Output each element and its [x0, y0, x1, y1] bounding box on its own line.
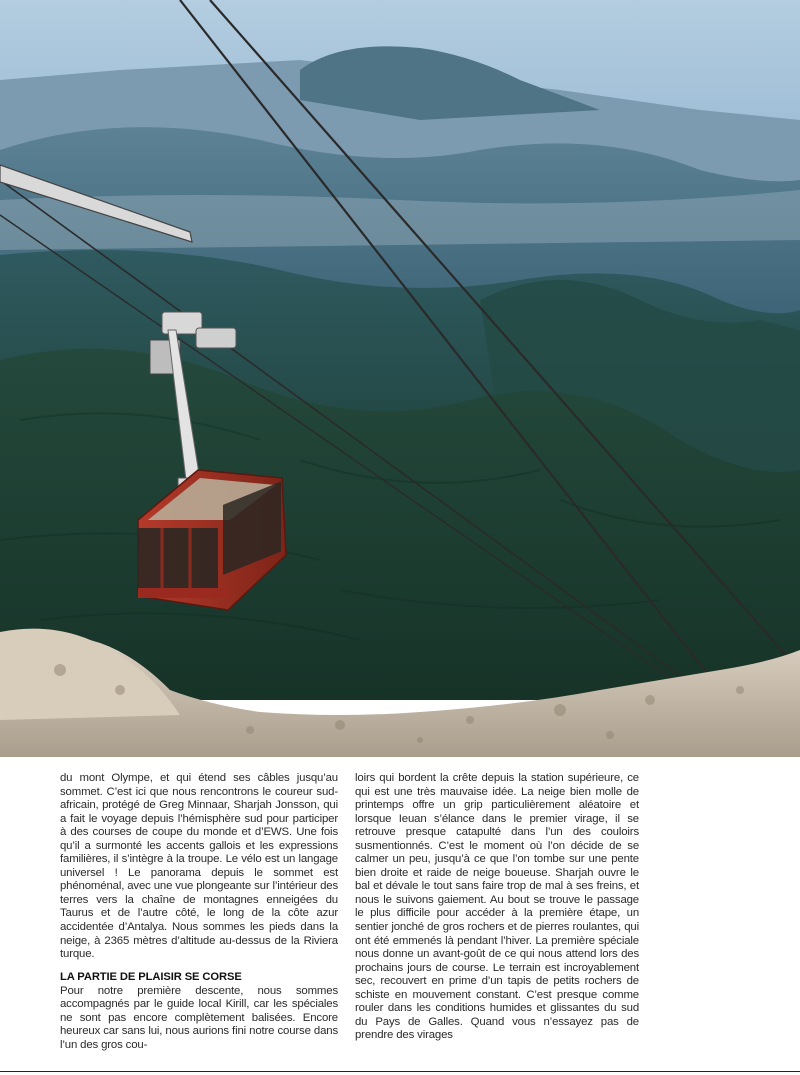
page-bottom-rule [0, 1071, 800, 1072]
article-body [60, 772, 740, 1062]
left-column [60, 772, 338, 1052]
section-heading: LA PARTIE DE PLAISIR SE CORSE [60, 970, 242, 983]
left-paragraph-1: du mont Olympe, et qui étend ses câbles jusqu’au sommet. C’est ici que nous rencontrons le coureur sud-africain, protégé de Greg Minnaar, Sharjah Jonsson, qui a fait le voyage depuis l’hémisphère sud pour participer à des courses de coupe du monde et d’EWS. Une fois qu’il a surmonté les accents gallois et les expressions familières, il s’intègre à la troupe. Le vélo est un langage universel ! Le panorama depuis le sommet est phénoménal, avec une vue plongeante sur l’intérieur des terres vers la chaîne de montagnes enneigées du Taurus et de l’autre côté, le long de la côte azur accidentée d’Antalya. Nous sommes les pieds dans la neige, à 2365 mètres d’altitude au-dessus de la Riviera turque. [60, 772, 338, 961]
right-column [355, 772, 639, 1043]
left-paragraph-2: Pour notre première descente, nous sommes accompagnés par le guide local Kirill, car les spéciales ne sont pas encore complètement balisées. Encore heureux car sans lui, nous aurions fini notre course dans l’un des gros cou- [60, 984, 338, 1051]
right-paragraph-1: loirs qui bordent la crête depuis la station supérieure, ce qui est une très mauvaise idée. La neige bien molle de printemps offre un grip particulièrement aléatoire et lorsque Ieuan s’élance dans le premier virage, il se retrouve presque catapulté dans l’un des couloirs susmentionnés. C’est le moment où l’on décide de se calmer un peu, jusqu’à ce que l’on tombe sur une pente bien droite et raide de neige boueuse. Sharjah ouvre le bal et dévale le tout sans faire trop de mal à ses freins, et nous le suivons gaiement. Au bout se trouve le passage le plus difficile pour accéder à la première étape, un sentier jonché de gros rochers et de pierres roulantes, qui ont été emmenés là pendant l’hiver. La première spéciale nous donne un avant-goût de ce qui nous attend lors des prochains jours de course. Le terrain est incroyablement sec, recouvert en prime d’un tapis de petits rochers de schiste en mouvement constant. C’est presque comme rouler dans les conditions humides et glissantes du sud du Pays de Galles. Quand vous n’essayez pas de prendre des virages [355, 772, 639, 1042]
